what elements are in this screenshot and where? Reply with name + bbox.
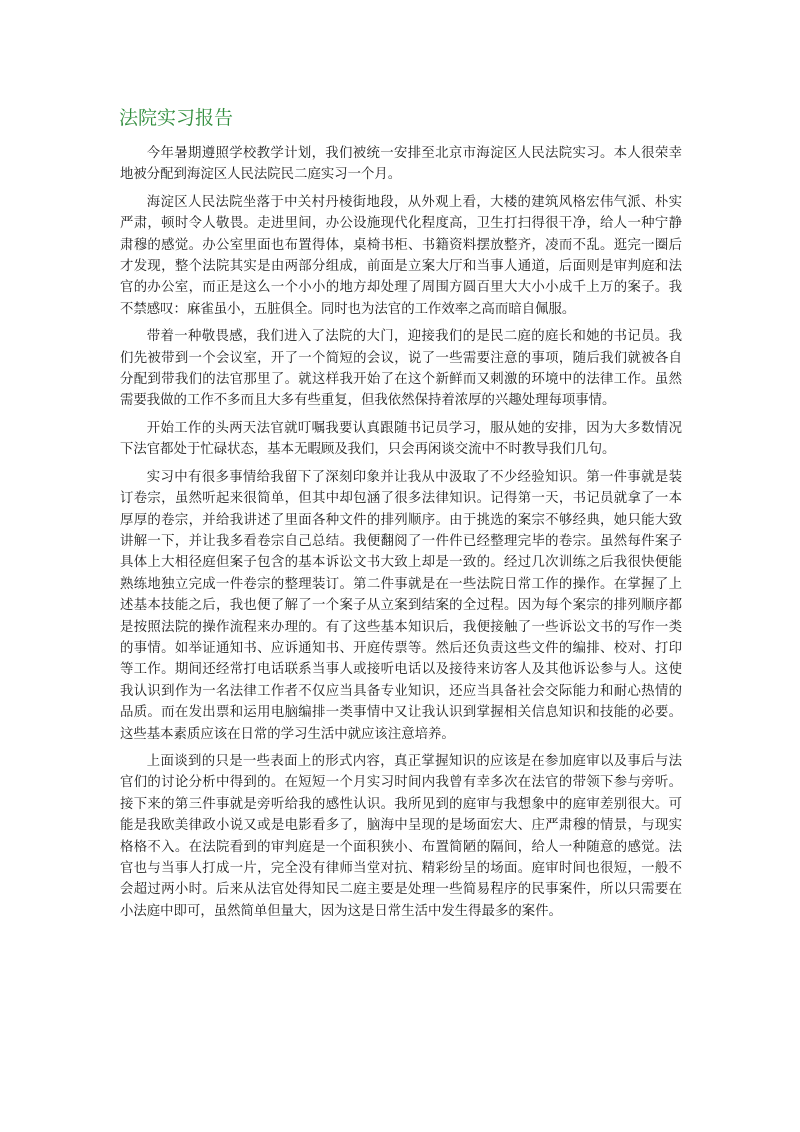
paragraph: 上面谈到的只是一些表面上的形式内容，真正掌握知识的应该是在参加庭审以及事后与法官们的讨论分析中得到的。在短短一个月实习时间内我曾有幸多次在法官的带领下参与旁听。接下来的第三件事就是旁听给我的感性认识。我所见到的庭审与我想象中的庭审差别很大。可能是我欧美律政小说又或是电影看多了，脑海中呈现的是场面宏大、庄严肃穆的情景，与现实格格不入。在法院看到的审判庭是一个面积狭小、布置简陋的隔间，给人一种随意的感觉。法官也与当事人打成一片，完全没有律师当堂对抗、精彩纷呈的场面。庭审时间也很短，一般不会超过两小时。后来从法官处得知民二庭主要是处理一些简易程序的民事案件，所以只需要在小法庭中即可，虽然简单但量大，因为这是日常生活中发生得最多的案件。 (120, 753, 682, 919)
paragraph: 今年暑期遵照学校教学计划，我们被统一安排至北京市海淀区人民法院实习。本人很荣幸地被分配到海淀区人民法院民二庭实习一个月。 (120, 146, 682, 183)
paragraph: 海淀区人民法院坐落于中关村丹棱街地段，从外观上看，大楼的建筑风格宏伟气派、朴实严肃，顿时令人敬畏。走进里间，办公设施现代化程度高，卫生打扫得很干净，给人一种宁静肃穆的感觉。办公室里面也布置得体，桌椅书柜、书籍资料摆放整齐，凌而不乱。逛完一圈后才发现，整个法院其实是由两部分组成，前面是立案大厅和当事人通道，后面则是审判庭和法官的办公室，而正是这么一个小小的地方却处理了周围方圆百里大大小小成千上万的案子。我不禁感叹：麻雀虽小，五脏俱全。同时也为法官的工作效率之高而暗自佩服。 (120, 194, 682, 317)
paragraph: 实习中有很多事情给我留下了深刻印象并让我从中汲取了不少经验知识。第一件事就是装订卷宗，虽然听起来很简单，但其中却包涵了很多法律知识。记得第一天，书记员就拿了一本厚厚的卷宗，并给我讲述了里面各种文件的排列顺序。由于挑选的案宗不够经典，她只能大致讲解一下，并让我多看卷宗自己总结。我便翻阅了一件件已经整理完毕的卷宗。虽然每件案子具体上大相径庭但案子包含的基本诉讼文书大致上却是一致的。经过几次训练之后我很快便能熟练地独立完成一件卷宗的整理装订。第二件事就是在一些法院日常工作的操作。在掌握了上述基本技能之后，我也便了解了一个案子从立案到结案的全过程。因为每个案宗的排列顺序都是按照法院的操作流程来办理的。有了这些基本知识后，我便接触了一些诉讼文书的写作一类的事情。如举证通知书、应诉通知书、开庭传票等。然后还负责这些文件的编排、校对、打印等工作。期间还经常打电话联系当事人或接听电话以及接待来访客人及其他诉讼参与人。这使我认识到作为一名法律工作者不仅应当具备专业知识，还应当具备社会交际能力和耐心热情的品质。而在发出票和运用电脑编排一类事情中又让我认识到掌握相关信息知识和技能的必要。这些基本素质应该在日常的学习生活中就应该注意培养。 (120, 469, 682, 742)
document-title: 法院实习报告 (119, 107, 234, 129)
paragraph: 带着一种敬畏感，我们进入了法院的大门，迎接我们的是民二庭的庭长和她的书记员。我们先被带到一个会议室，开了一个简短的会议，说了一些需要注意的事项，随后我们就被各自分配到带我们的法官那里了。就这样我开始了在这个新鲜而又刺激的环境中的法律工作。虽然需要我做的工作不多而且大多有些重复，但我依然保持着浓厚的兴趣处理每项事情。 (120, 329, 682, 409)
paragraph: 开始工作的头两天法官就叮嘱我要认真跟随书记员学习，服从她的安排，因为大多数情况下法官都处于忙碌状态，基本无暇顾及我们，只会再闲谈交流中不时教导我们几句。 (120, 420, 682, 458)
document-body (120, 143, 682, 928)
